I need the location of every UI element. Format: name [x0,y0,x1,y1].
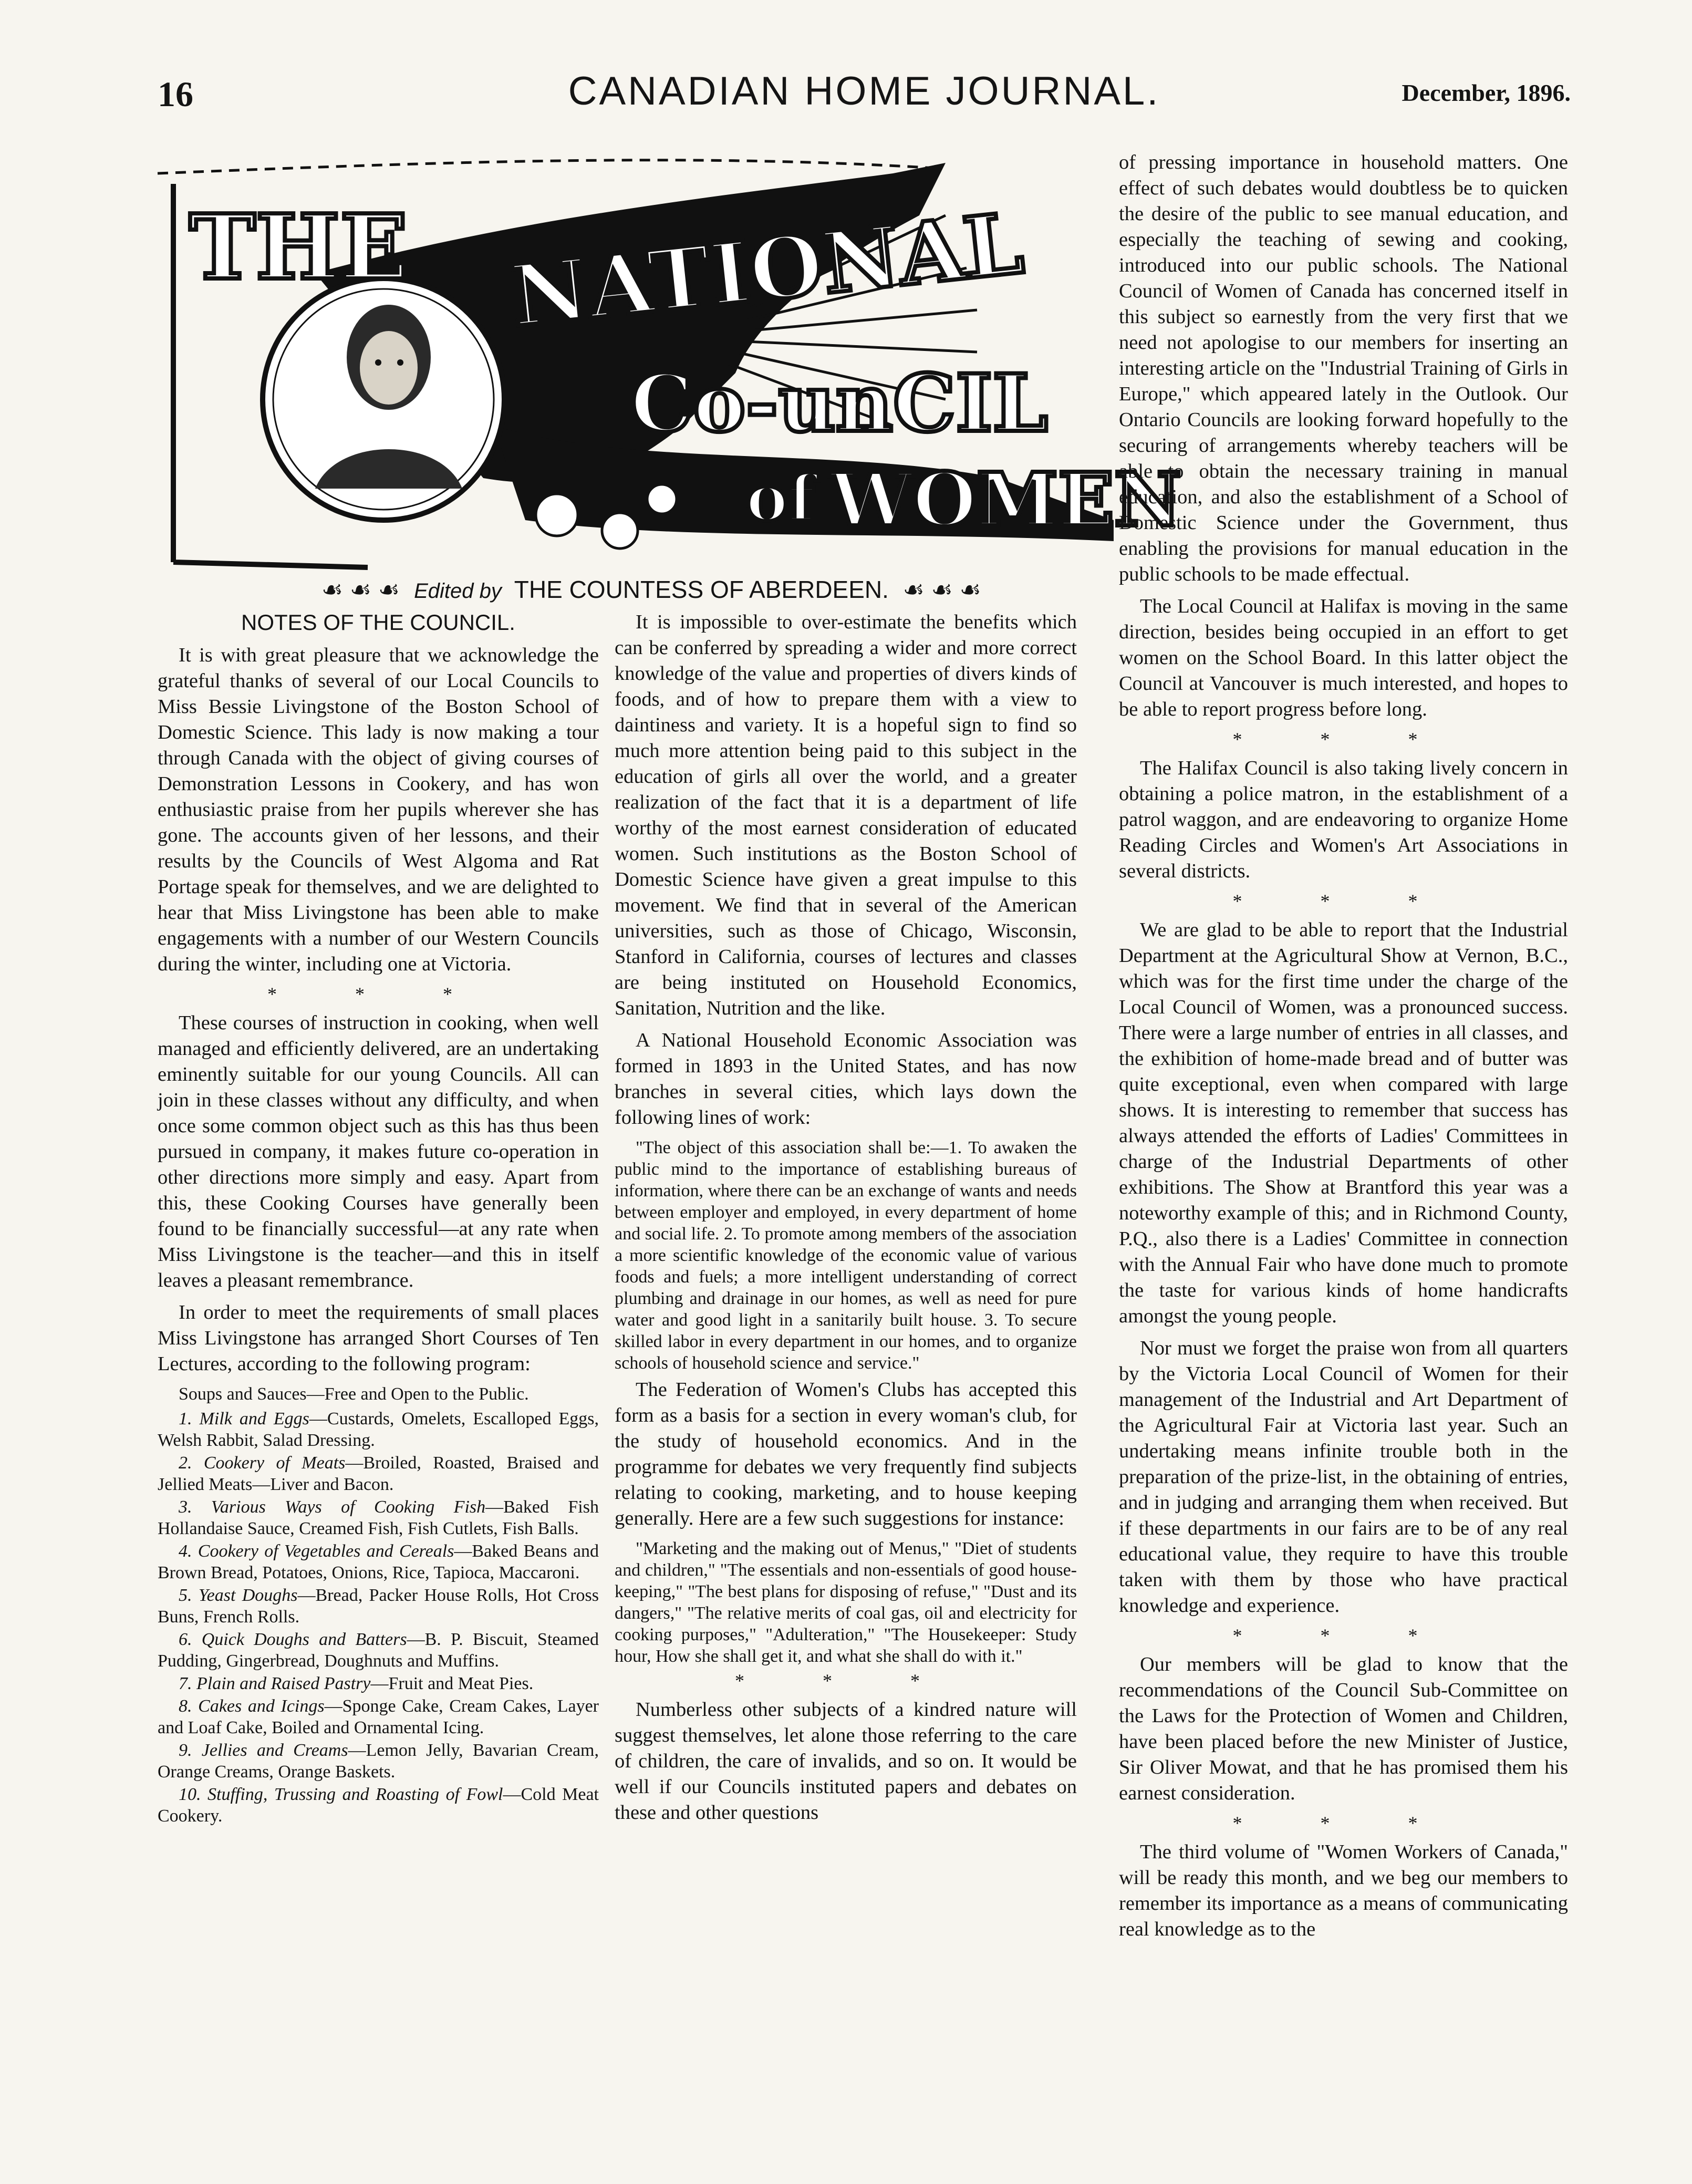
list-item: 6. Quick Doughs and Batters—B. P. Biscuit, Steamed Pudding, Gingerbread, Doughnuts and Muffins. [158,1630,599,1671]
quotation: "The object of this association shall be:—1. To awaken the public mind to the importance of establishing bureaus of information, where there can be an exchange of wants and needs between employer and employed, in every department of home and social life. 2. To promote among members of the association a more scientific knowledge of the economic value of various foods and fuels; a more intelligent understanding of correct plumbing and drainage in our homes, as well as need for pure water and good light in a sanitarily built house. 3. To secure skilled labor in every department in our homes, and to organize schools of household science and service." [615,1138,1077,1373]
list-item: 1. Milk and Eggs—Custards, Omelets, Escalloped Eggs, Welsh Rabbit, Salad Dressing. [158,1409,599,1450]
paragraph: The third volume of "Women Workers of Canada," will be ready this month, and we beg our members to remember its importance as a means of communicating real knowledge as to the [1119,1841,1568,1940]
section-divider: * * * [1232,1813,1455,1834]
ornament-icon: ☙ ☙ ☙ [902,576,981,603]
list-item: 2. Cookery of Meats—Broiled, Roasted, Braised and Jellied Meats—Liver and Bacon. [158,1453,599,1494]
paragraph: The Local Council at Halifax is moving in the same direction, besides being occupied in an effort to get women on the School Board. In this latter object the Council at Vancouver is much interested, and hopes to be able to report progress before long. [1119,595,1568,720]
council-banner [158,152,1181,578]
paragraph: In order to meet the requirements of small places Miss Livingstone has arranged Short Courses of Ten Lectures, according to the following program: [158,1301,599,1375]
column-right [1119,150,1568,1949]
banner-title-the: THE [189,195,408,300]
banner-title-women: WOMEN [830,457,1181,543]
list-item: 5. Yeast Doughs—Bread, Packer House Rolls, Hot Cross Buns, French Rolls. [158,1586,599,1627]
banner-title-council: Co-unCIL [630,357,1048,450]
page-number: 16 [158,74,193,114]
list-item: 10. Stuffing, Trussing and Roasting of Fowl—Cold Meat Cookery. [158,1785,599,1826]
paragraph: Numberless other subjects of a kindred nature will suggest themselves, let alone those referring to the care of children, the care of invalids, and so on. It would be well if our Councils instituted papers and debates on these and other questions [615,1699,1077,1824]
paragraph: A National Household Economic Association was formed in 1893 in the United States, and has now branches in several cities, which lays down the following lines of work: [615,1029,1077,1129]
lecture-list [158,1408,599,1827]
edited-by-line [242,575,1061,604]
section-divider: * * * [1232,1625,1455,1646]
ornament-icon: ☙ ☙ ☙ [321,576,400,603]
edited-prefix: Edited by [414,579,502,603]
paragraph: It is with great pleasure that we acknowledge the grateful thanks of several of our Local Councils to Miss Bessie Livingstone of the Boston School of Domestic Science. This lady is now making a tour through Canada with the object of giving courses of Demonstration Lessons in Cookery, and has won enthusiastic praise from her pupils wherever she has gone. The accounts given of her lessons, and their results by the Councils of West Algoma and Rat Portage speak for themselves, and we are delighted to hear that Miss Livingstone has been able to make engagements with a number of our Western Councils during the winter, including one at Victoria. [158,644,599,975]
paragraph: The Halifax Council is also taking lively concern in obtaining a police matron, in the establishment of a patrol waggon, and are endeavoring to organize Home Reading Circles and Women's Art Associations in several districts. [1119,757,1568,882]
magazine-title: CANADIAN HOME JOURNAL. [568,69,1160,113]
section-divider: * * * [1232,729,1455,750]
paragraph: The Federation of Women's Clubs has accepted this form as a basis for a section in every woman's club, for the study of household economics. And in the programme for debates we very frequently find subjects relating to cooking, marketing, and to house keeping generally. Here are a few such suggestions for instance: [615,1379,1077,1529]
portrait-icon [263,278,504,520]
list-item: 7. Plain and Raised Pastry—Fruit and Meat Pies. [179,1674,534,1693]
section-divider: * * * [735,1670,957,1691]
paragraph: Soups and Sauces—Free and Open to the Public. [179,1384,529,1404]
paragraph: Nor must we forget the praise won from all quarters by the Victoria Local Council of Women for their management of the Industrial and Art Department of the Agricultural Fair at Victoria last year. Such an undertaking means infinite trouble both in the preparation of the prize-list, in the obtaining of entries, and in judging and arranging them when received. But if these departments in our fairs are to be of any real educational value, they require to have this trouble taken with them by those who have practical knowledge and experience. [1119,1337,1568,1617]
page-header [158,68,1571,126]
paragraph: We are glad to be able to report that the Industrial Department at the Agricultural Show at Vernon, B.C., which was for the first time under the charge of the Local Council of Women, was a pronounced success. There were a large number of entries in all classes, and the exhibition of home-made bread and of butter was quite exceptional, even when compared with large shows. It is interesting to remember that success has always attended the efforts of Ladies' Committees in charge of the Industrial Departments of other exhibitions. The Show at Brantford this year was a noteworthy example of this; and in Richmond County, P.Q., also there is a Ladies' Committee in connection with the Annual Fair who have done much to promote the taste for various kinds of home handicrafts amongst the young people. [1119,919,1568,1327]
column-middle [615,609,1077,1832]
paragraph: These courses of instruction in cooking, when well managed and efficiently delivered, are an undertaking eminently suitable for our young Councils. All can join in these classes without any difficulty, and when once some common object such as this has thus been pursued in company, it makes future co-operation in other directions more simply and easy. Apart from this, these Cooking Courses have generally been found to be financially successful—at any rate when Miss Livingstone is the teacher—and this in itself leaves a pleasant remembrance. [158,1012,599,1291]
editor-name: THE COUNTESS OF ABERDEEN. [514,576,889,603]
quotation: "Marketing and the making out of Menus," "Diet of students and children," "The essentials and non-essentials of good house-keeping," "The best plans for disposing of refuse," "Dust and its dangers," "The relative merits of coal gas, oil and electricity for cooking purposes," "Adulteration," "The Housekeeper: Study hour, How she shall get it, and what she shall do with it." [615,1539,1077,1666]
list-item: 9. Jellies and Creams—Lemon Jelly, Bavarian Cream, Orange Creams, Orange Baskets. [158,1741,599,1782]
paragraph: of pressing importance in household matters. One effect of such debates would doubtless be to quicken the desire of the public to see manual education, and especially the teaching of sewing and cooking, introduced into our public schools. The National Council of Women of Canada has concerned itself in this subject so earnestly from the very first that we need not apologise to our members for inserting an interesting article on the "Industrial Training of Girls in Europe," which appeared lately in the Outlook. Our Ontario Councils are looking forward hopefully to the securing of arrangements whereby teachers will be able to obtain the necessary training in manual education, and also the establishment of a School of Domestic Science under the Government, thus enabling the provisions for manual education in the public schools to be made effectual. [1119,151,1568,585]
paragraph: It is impossible to over-estimate the benefits which can be conferred by spreading a wider and more correct knowledge of the value and properties of divers kinds of foods, and of how to prepare them with a view to daintiness and variety. It is a hopeful sign to find so much more attention being paid to this subject in the education of girls all over the world, and a greater realization of the fact that it is a department of life worthy of the most earnest consideration of educated women. Such institutions as the Boston School of Domestic Science have given a great impulse to this movement. We find that in several of the American universities, such as those of Chicago, Wisconsin, Stanford in California, courses of lectures and classes are being instituted on Household Economics, Sanitation, Nutrition and the like. [615,611,1077,1019]
list-item: 3. Various Ways of Cooking Fish—Baked Fish Hollandaise Sauce, Creamed Fish, Fish Cutlets, Fish Balls. [158,1497,599,1538]
column-left [158,609,599,1828]
paragraph: Our members will be glad to know that the recommendations of the Council Sub-Committee on the Laws for the Protection of Women and Children, have been placed before the new Minister of Justice, Sir Oliver Mowat, and that he has promised them his earnest consideration. [1119,1653,1568,1804]
section-divider: * * * [1232,891,1455,912]
banner-title-of: of [746,461,815,535]
list-item: 4. Cookery of Vegetables and Cereals—Baked Beans and Brown Bread, Potatoes, Onions, Rice, Tapioca, Maccaroni. [158,1541,599,1582]
section-heading: NOTES OF THE COUNCIL. [241,610,515,635]
list-item: 8. Cakes and Icings—Sponge Cake, Cream Cakes, Layer and Loaf Cake, Boiled and Ornamental Icing. [158,1696,599,1737]
banner-title-national: NATIONAL [506,193,1028,346]
issue-date: December, 1896. [1402,79,1571,106]
section-divider: * * * [267,984,489,1005]
